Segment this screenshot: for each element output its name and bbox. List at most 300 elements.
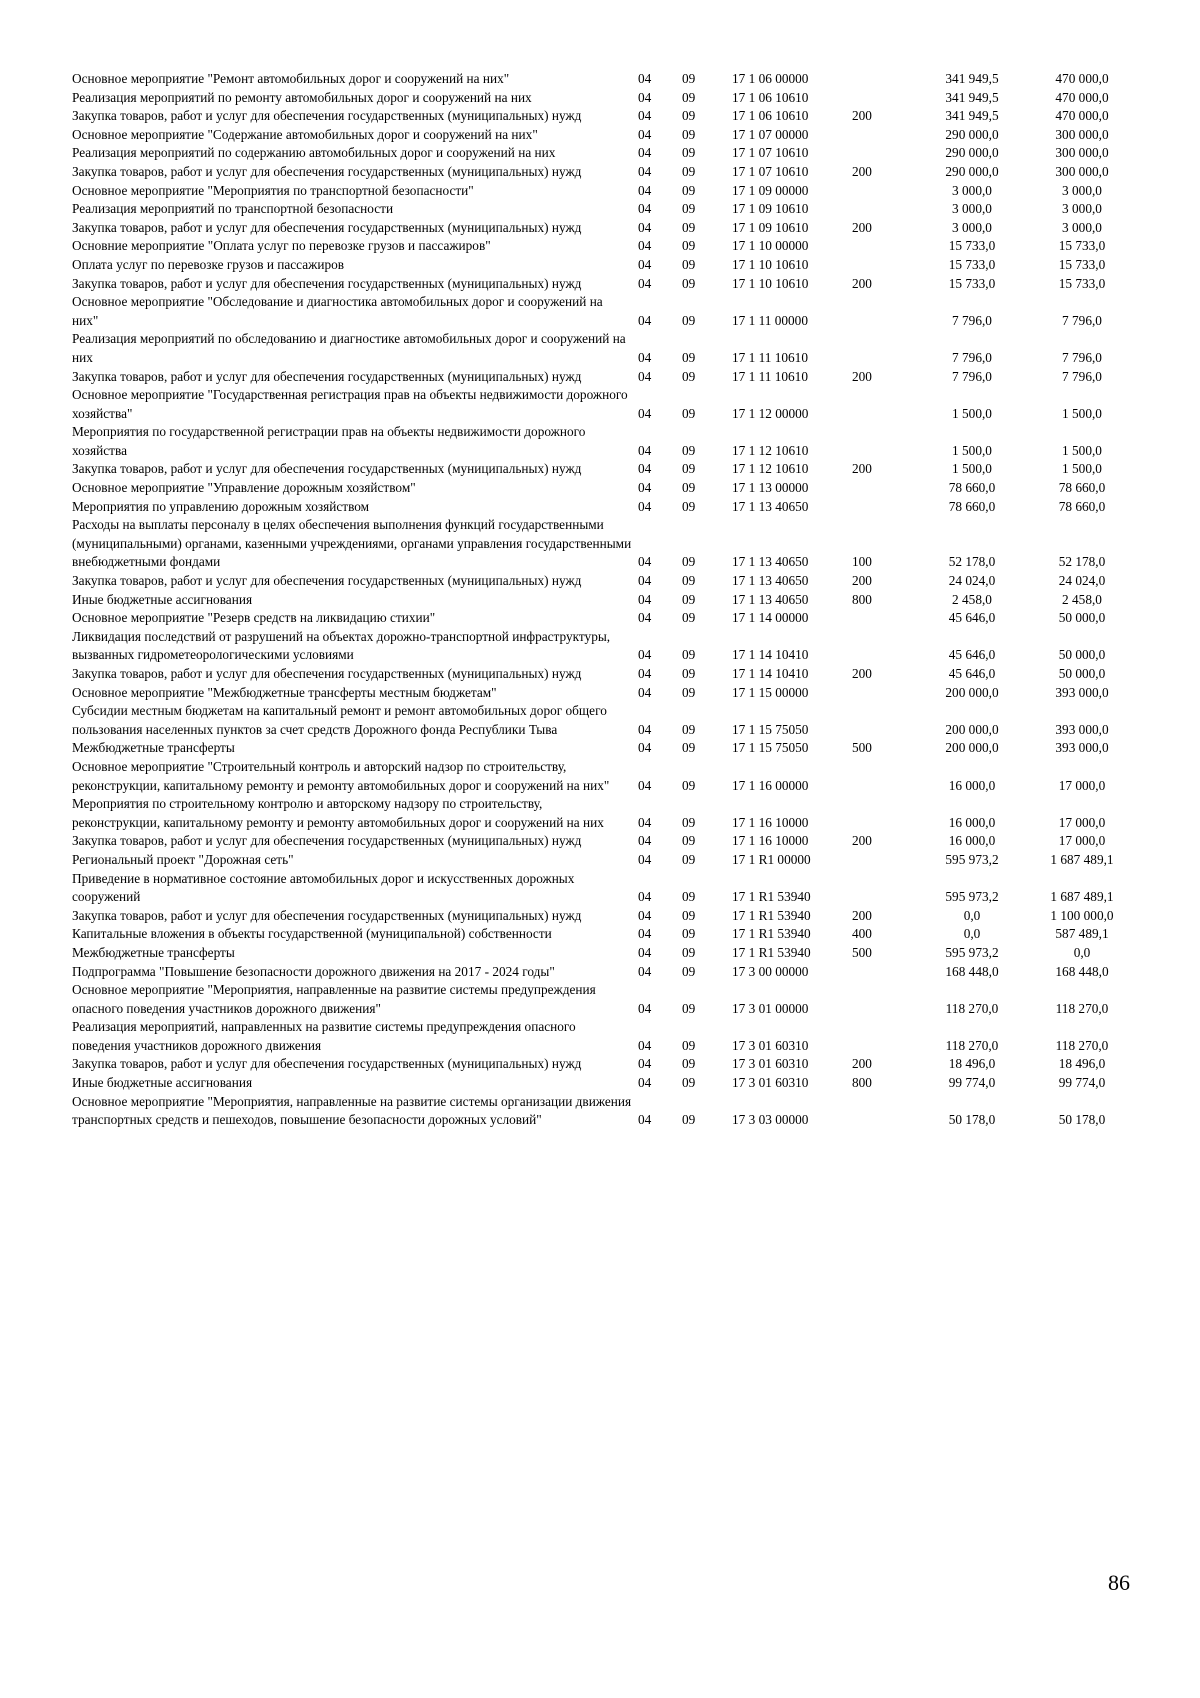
section-code: 04 <box>638 851 652 867</box>
row-name: Закупка товаров, работ и услуг для обеспечения государственных (муниципальных) нужд <box>72 275 582 291</box>
subsection-code: 09 <box>682 89 696 105</box>
amount-year-1: 595 973,2 <box>945 851 999 867</box>
target-article-code: 17 1 13 40650 <box>732 573 809 589</box>
amount-year-2: 118 270,0 <box>1055 1000 1109 1016</box>
table-row <box>72 925 1132 944</box>
subsection-code: 09 <box>682 108 696 124</box>
expense-type-code <box>852 870 912 907</box>
subsection-code: 09 <box>682 1000 696 1016</box>
target-article-code: 17 1 14 10410 <box>732 666 809 681</box>
section-code: 04 <box>638 498 652 514</box>
section-code: 04 <box>638 163 652 179</box>
target-article-code: 17 1 13 00000 <box>732 480 809 496</box>
section-code: 04 <box>638 907 652 923</box>
amount-year-2: 3 000,0 <box>1062 201 1102 217</box>
target-article-code: 17 1 09 10610 <box>732 219 809 235</box>
target-article-code: 17 1 15 75050 <box>732 721 809 737</box>
table-row <box>72 126 1132 145</box>
amount-year-1: 1 500,0 <box>952 405 992 421</box>
section-code: 04 <box>638 145 652 161</box>
amount-year-1: 52 178,0 <box>948 554 996 570</box>
amount-year-2: 118 270,0 <box>1055 1037 1109 1053</box>
amount-year-2: 300 000,0 <box>1055 163 1109 179</box>
amount-year-2: 393 000,0 <box>1055 684 1109 700</box>
amount-year-2: 3 000,0 <box>1062 219 1102 235</box>
table-row <box>72 981 1132 1018</box>
amount-year-2: 393 000,0 <box>1055 721 1109 737</box>
section-code: 04 <box>638 219 652 235</box>
section-code: 04 <box>638 740 652 756</box>
section-code: 04 <box>638 461 652 477</box>
row-name: Закупка товаров, работ и услуг для обеспечения государственных (муниципальных) нужд <box>72 461 582 477</box>
expense-type-code <box>852 479 912 498</box>
expense-type-code <box>852 609 912 628</box>
table-row <box>72 368 1132 387</box>
amount-year-2: 78 660,0 <box>1058 498 1106 514</box>
expense-type-code: 200 <box>852 907 872 923</box>
table-row <box>72 963 1132 982</box>
expense-type-code <box>852 981 912 1018</box>
target-article-code: 17 1 R1 53940 <box>732 889 811 905</box>
section-code: 04 <box>638 312 652 328</box>
amount-year-2: 470 000,0 <box>1055 71 1109 86</box>
table-row <box>72 1074 1132 1093</box>
amount-year-2: 300 000,0 <box>1055 126 1109 142</box>
subsection-code: 09 <box>682 814 696 830</box>
row-name: Закупка товаров, работ и услуг для обеспечения государственных (муниципальных) нужд <box>72 666 582 681</box>
table-row <box>72 739 1132 758</box>
expense-type-code: 200 <box>852 1056 872 1072</box>
amount-year-1: 118 270,0 <box>945 1000 999 1016</box>
section-code: 04 <box>638 126 652 142</box>
amount-year-2: 15 733,0 <box>1058 275 1106 291</box>
target-article-code: 17 1 11 10610 <box>732 349 808 365</box>
subsection-code: 09 <box>682 275 696 291</box>
subsection-code: 09 <box>682 926 696 942</box>
subsection-code: 09 <box>682 182 696 198</box>
expense-type-code <box>852 200 912 219</box>
amount-year-1: 341 949,5 <box>945 71 999 86</box>
row-name: Капитальные вложения в объекты государственной (муниципальной) собственности <box>72 926 552 942</box>
amount-year-2: 52 178,0 <box>1058 554 1106 570</box>
subsection-code: 09 <box>682 163 696 179</box>
amount-year-1: 18 496,0 <box>948 1056 996 1072</box>
target-article-code: 17 1 09 10610 <box>732 201 809 217</box>
table-row <box>72 163 1132 182</box>
amount-year-1: 78 660,0 <box>948 498 996 514</box>
amount-year-1: 1 500,0 <box>952 442 992 458</box>
table-row <box>72 70 1132 89</box>
table-row <box>72 665 1132 684</box>
expense-type-code: 200 <box>852 461 872 477</box>
table-row <box>72 572 1132 591</box>
subsection-code: 09 <box>682 666 696 681</box>
amount-year-2: 1 500,0 <box>1062 461 1102 477</box>
row-name: Закупка товаров, работ и услуг для обеспечения государственных (муниципальных) нужд <box>72 219 582 235</box>
target-article-code: 17 1 06 10610 <box>732 108 809 124</box>
expense-type-code <box>852 1093 912 1130</box>
row-name: Закупка товаров, работ и услуг для обеспечения государственных (муниципальных) нужд <box>72 163 582 179</box>
subsection-code: 09 <box>682 461 696 477</box>
table-row <box>72 144 1132 163</box>
expense-type-code <box>852 963 912 982</box>
row-name: Мероприятия по строительному контролю и авторскому надзору по строительству, реконструкции, капитальному ремонту и ремонту автомобильных дорог и сооружений на них <box>72 796 604 830</box>
section-code: 04 <box>638 349 652 365</box>
target-article-code: 17 1 16 00000 <box>732 777 809 793</box>
row-name: Субсидии местным бюджетам на капитальный ремонт и ремонт автомобильных дорог общего пользования населенных пунктов за счет средств Дорожного фонда Республики Тыва <box>72 703 607 737</box>
row-name: Основное мероприятие "Мероприятия, направленные на развитие системы предупреждения опасного поведения участников дорожного движения" <box>72 982 596 1016</box>
expense-type-code <box>852 126 912 145</box>
amount-year-2: 587 489,1 <box>1055 926 1109 942</box>
subsection-code: 09 <box>682 740 696 756</box>
section-code: 04 <box>638 610 652 626</box>
table-row <box>72 907 1132 926</box>
target-article-code: 17 3 01 60310 <box>732 1075 809 1091</box>
expense-type-code: 200 <box>852 108 872 124</box>
target-article-code: 17 3 01 00000 <box>732 1000 809 1016</box>
table-row <box>72 832 1132 851</box>
amount-year-2: 17 000,0 <box>1058 814 1106 830</box>
row-name: Оплата услуг по перевозке грузов и пассажиров <box>72 256 345 272</box>
table-row <box>72 795 1132 832</box>
target-article-code: 17 1 12 00000 <box>732 405 809 421</box>
expense-type-code <box>852 256 912 275</box>
row-name: Реализация мероприятий по содержанию автомобильных дорог и сооружений на них <box>72 145 556 161</box>
section-code: 04 <box>638 684 652 700</box>
target-article-code: 17 1 14 00000 <box>732 610 809 626</box>
expense-type-code: 500 <box>852 944 872 960</box>
expense-type-code <box>852 144 912 163</box>
amount-year-2: 78 660,0 <box>1058 480 1106 496</box>
row-name: Межбюджетные трансферты <box>72 740 235 756</box>
amount-year-1: 45 646,0 <box>948 647 996 663</box>
expense-type-code <box>852 293 912 330</box>
row-name: Основное мероприятие "Резерв средств на ликвидацию стихии" <box>72 610 436 626</box>
table-row <box>72 107 1132 126</box>
section-code: 04 <box>638 833 652 849</box>
table-row <box>72 516 1132 572</box>
expense-type-code <box>852 70 912 89</box>
row-name: Расходы на выплаты персоналу в целях обеспечения выполнения функций государственными (муниципальными) органами, казенными учреждениями, органами управления государственными внебюджетными фондами <box>72 517 632 570</box>
target-article-code: 17 1 06 10610 <box>732 89 809 105</box>
expense-type-code: 200 <box>852 275 872 291</box>
target-article-code: 17 1 R1 53940 <box>732 907 811 923</box>
expense-type-code <box>852 423 912 460</box>
subsection-code: 09 <box>682 201 696 217</box>
amount-year-2: 17 000,0 <box>1058 777 1106 793</box>
expense-type-code: 400 <box>852 926 872 942</box>
table-row <box>72 591 1132 610</box>
table-row <box>72 479 1132 498</box>
table-row <box>72 1018 1132 1055</box>
amount-year-1: 0,0 <box>963 907 981 923</box>
page-number: 86 <box>1108 1570 1130 1595</box>
section-code: 04 <box>638 201 652 217</box>
subsection-code: 09 <box>682 944 696 960</box>
expense-type-code: 200 <box>852 219 872 235</box>
subsection-code: 09 <box>682 1112 696 1128</box>
expense-type-code: 200 <box>852 573 872 589</box>
table-row <box>72 275 1132 294</box>
expense-type-code: 200 <box>852 368 872 384</box>
amount-year-2: 1 687 489,1 <box>1050 889 1114 905</box>
section-code: 04 <box>638 1056 652 1072</box>
target-article-code: 17 3 00 00000 <box>732 963 809 979</box>
table-row <box>72 1055 1132 1074</box>
subsection-code: 09 <box>682 833 696 849</box>
row-name: Закупка товаров, работ и услуг для обеспечения государственных (муниципальных) нужд <box>72 573 582 589</box>
row-name: Закупка товаров, работ и услуг для обеспечения государственных (муниципальных) нужд <box>72 368 582 384</box>
subsection-code: 09 <box>682 684 696 700</box>
amount-year-1: 3 000,0 <box>952 201 992 217</box>
amount-year-2: 15 733,0 <box>1058 238 1106 254</box>
table-row <box>72 200 1132 219</box>
row-name: Региональный проект "Дорожная сеть" <box>72 851 294 867</box>
table-row <box>72 1093 1132 1130</box>
amount-year-2: 393 000,0 <box>1055 740 1109 756</box>
row-name: Мероприятия по управлению дорожным хозяйством <box>72 498 370 514</box>
expense-type-code <box>852 628 912 665</box>
expense-type-code <box>852 1018 912 1055</box>
target-article-code: 17 1 13 40650 <box>732 554 809 570</box>
target-article-code: 17 1 07 00000 <box>732 126 809 142</box>
subsection-code: 09 <box>682 610 696 626</box>
table-body <box>72 70 1132 1130</box>
target-article-code: 17 1 16 10000 <box>732 833 809 849</box>
row-name: Закупка товаров, работ и услуг для обеспечения государственных (муниципальных) нужд <box>72 833 582 849</box>
table-row <box>72 870 1132 907</box>
section-code: 04 <box>638 275 652 291</box>
subsection-code: 09 <box>682 442 696 458</box>
section-code: 04 <box>638 1075 652 1091</box>
section-code: 04 <box>638 666 652 681</box>
section-code: 04 <box>638 944 652 960</box>
row-name: Основное мероприятие "Государственная регистрация прав на объекты недвижимости дорожного хозяйства" <box>72 387 628 421</box>
amount-year-1: 15 733,0 <box>948 275 996 291</box>
table-row <box>72 684 1132 703</box>
row-name: Иные бюджетные ассигнования <box>72 591 253 607</box>
row-name: Реализация мероприятий по обследованию и диагностике автомобильных дорог и сооружений на них <box>72 331 626 365</box>
row-name: Межбюджетные трансферты <box>72 944 235 960</box>
subsection-code: 09 <box>682 889 696 905</box>
section-code: 04 <box>638 405 652 421</box>
subsection-code: 09 <box>682 238 696 254</box>
amount-year-1: 290 000,0 <box>945 126 999 142</box>
expense-type-code: 100 <box>852 554 872 570</box>
section-code: 04 <box>638 721 652 737</box>
expense-type-code <box>852 498 912 517</box>
amount-year-2: 18 496,0 <box>1058 1056 1106 1072</box>
amount-year-2: 50 000,0 <box>1058 610 1106 626</box>
row-name: Закупка товаров, работ и услуг для обеспечения государственных (муниципальных) нужд <box>72 1056 582 1072</box>
target-article-code: 17 1 12 10610 <box>732 461 809 477</box>
section-code: 04 <box>638 480 652 496</box>
table-row <box>72 386 1132 423</box>
row-name: Основное мероприятие "Мероприятия по транспортной безопасности" <box>72 182 474 198</box>
amount-year-1: 2 458,0 <box>952 591 992 607</box>
amount-year-2: 24 024,0 <box>1058 573 1106 589</box>
amount-year-2: 2 458,0 <box>1062 591 1102 607</box>
table-row <box>72 609 1132 628</box>
section-code: 04 <box>638 963 652 979</box>
row-name: Основное мероприятие "Обследование и диагностика автомобильных дорог и сооружений на них" <box>72 294 603 328</box>
target-article-code: 17 1 07 10610 <box>732 145 809 161</box>
amount-year-1: 16 000,0 <box>948 814 996 830</box>
amount-year-1: 7 796,0 <box>952 312 992 328</box>
table-row <box>72 702 1132 739</box>
row-name: Иные бюджетные ассигнования <box>72 1075 253 1091</box>
row-name: Основние мероприятие "Оплата услуг по перевозке грузов и пассажиров" <box>72 238 491 254</box>
expense-type-code <box>852 684 912 703</box>
amount-year-2: 1 500,0 <box>1062 442 1102 458</box>
expense-type-code: 800 <box>852 591 872 607</box>
amount-year-2: 470 000,0 <box>1055 108 1109 124</box>
section-code: 04 <box>638 1037 652 1053</box>
amount-year-1: 50 178,0 <box>948 1112 996 1128</box>
subsection-code: 09 <box>682 647 696 663</box>
table-row <box>72 423 1132 460</box>
subsection-code: 09 <box>682 145 696 161</box>
row-name: Мероприятия по государственной регистрации прав на объекты недвижимости дорожного хозяйства <box>72 424 586 458</box>
section-code: 04 <box>638 1112 652 1128</box>
expense-type-code <box>852 851 912 870</box>
amount-year-2: 99 774,0 <box>1058 1075 1106 1091</box>
target-article-code: 17 1 R1 53940 <box>732 926 811 942</box>
table-row <box>72 256 1132 275</box>
target-article-code: 17 1 14 10410 <box>732 647 809 663</box>
row-name: Основное мероприятие "Ремонт автомобильных дорог и сооружений на них" <box>72 71 510 86</box>
amount-year-1: 0,0 <box>963 926 981 942</box>
target-article-code: 17 1 10 00000 <box>732 238 809 254</box>
amount-year-2: 15 733,0 <box>1058 256 1106 272</box>
amount-year-2: 168 448,0 <box>1055 963 1109 979</box>
subsection-code: 09 <box>682 777 696 793</box>
section-code: 04 <box>638 573 652 589</box>
target-article-code: 17 1 09 00000 <box>732 182 809 198</box>
subsection-code: 09 <box>682 907 696 923</box>
section-code: 04 <box>638 108 652 124</box>
subsection-code: 09 <box>682 721 696 737</box>
amount-year-1: 200 000,0 <box>945 721 999 737</box>
amount-year-1: 595 973,2 <box>945 944 999 960</box>
row-name: Закупка товаров, работ и услуг для обеспечения государственных (муниципальных) нужд <box>72 907 582 923</box>
row-name: Основное мероприятие "Межбюджетные трансферты местным бюджетам" <box>72 684 497 700</box>
section-code: 04 <box>638 647 652 663</box>
target-article-code: 17 3 01 60310 <box>732 1056 809 1072</box>
row-name: Приведение в нормативное состояние автомобильных дорог и искусственных дорожных сооружений <box>72 870 575 905</box>
amount-year-1: 78 660,0 <box>948 480 996 496</box>
section-code: 04 <box>638 554 652 570</box>
section-code: 04 <box>638 238 652 254</box>
row-name: Реализация мероприятий по транспортной безопасности <box>72 201 394 217</box>
amount-year-2: 7 796,0 <box>1062 349 1102 365</box>
amount-year-1: 341 949,5 <box>945 108 999 124</box>
target-article-code: 17 3 03 00000 <box>732 1112 809 1128</box>
amount-year-2: 50 000,0 <box>1058 666 1106 681</box>
row-name: Основное мероприятие "Мероприятия, направленные на развитие системы организации движения транспортных средств и пешеходов, повышение безопасности дорожных условий" <box>72 1093 632 1128</box>
subsection-code: 09 <box>682 573 696 589</box>
table-row <box>72 851 1132 870</box>
expense-type-code: 200 <box>852 666 872 681</box>
expense-type-code <box>852 237 912 256</box>
subsection-code: 09 <box>682 498 696 514</box>
amount-year-1: 1 500,0 <box>952 461 992 477</box>
target-article-code: 17 1 10 10610 <box>732 256 809 272</box>
amount-year-1: 3 000,0 <box>952 182 992 198</box>
expense-type-code: 800 <box>852 1075 872 1091</box>
subsection-code: 09 <box>682 591 696 607</box>
amount-year-1: 168 448,0 <box>945 963 999 979</box>
subsection-code: 09 <box>682 71 696 86</box>
table-row <box>72 182 1132 201</box>
amount-year-2: 7 796,0 <box>1062 368 1102 384</box>
target-article-code: 17 1 R1 00000 <box>732 851 811 867</box>
budget-table <box>72 70 1132 1130</box>
table-row <box>72 330 1132 367</box>
target-article-code: 17 1 11 00000 <box>732 312 808 328</box>
target-article-code: 17 1 06 00000 <box>732 71 809 86</box>
target-article-code: 17 3 01 60310 <box>732 1037 809 1053</box>
subsection-code: 09 <box>682 963 696 979</box>
expense-type-code <box>852 330 912 367</box>
row-name: Основное мероприятие "Управление дорожным хозяйством" <box>72 480 416 496</box>
expense-type-code <box>852 182 912 201</box>
subsection-code: 09 <box>682 554 696 570</box>
row-name: Подпрограмма "Повышение безопасности дорожного движения на 2017 - 2024 годы" <box>72 963 555 979</box>
amount-year-2: 0,0 <box>1073 944 1091 960</box>
section-code: 04 <box>638 777 652 793</box>
target-article-code: 17 1 13 40650 <box>732 498 809 514</box>
amount-year-1: 290 000,0 <box>945 163 999 179</box>
amount-year-1: 3 000,0 <box>952 219 992 235</box>
subsection-code: 09 <box>682 1075 696 1091</box>
target-article-code: 17 1 10 10610 <box>732 275 809 291</box>
expense-type-code <box>852 702 912 739</box>
target-article-code: 17 1 13 40650 <box>732 591 809 607</box>
amount-year-1: 45 646,0 <box>948 610 996 626</box>
amount-year-2: 17 000,0 <box>1058 833 1106 849</box>
section-code: 04 <box>638 71 652 86</box>
table-row <box>72 89 1132 108</box>
amount-year-1: 595 973,2 <box>945 889 999 905</box>
amount-year-2: 1 687 489,1 <box>1050 851 1114 867</box>
table-row <box>72 944 1132 963</box>
section-code: 04 <box>638 368 652 384</box>
subsection-code: 09 <box>682 256 696 272</box>
row-name: Реализация мероприятий, направленных на развитие системы предупреждения опасного поведения участников дорожного движения <box>72 1019 576 1053</box>
row-name: Ликвидация последствий от разрушений на объектах дорожно-транспортной инфраструктуры, вызванных гидрометеорологическими условиями <box>72 628 611 663</box>
subsection-code: 09 <box>682 312 696 328</box>
amount-year-2: 1 500,0 <box>1062 405 1102 421</box>
target-article-code: 17 1 11 10610 <box>732 368 808 384</box>
amount-year-2: 300 000,0 <box>1055 145 1109 161</box>
target-article-code: 17 1 R1 53940 <box>732 944 811 960</box>
expense-type-code <box>852 89 912 108</box>
subsection-code: 09 <box>682 1037 696 1053</box>
row-name: Реализация мероприятий по ремонту автомобильных дорог и сооружений на них <box>72 89 532 105</box>
expense-type-code: 200 <box>852 833 872 849</box>
subsection-code: 09 <box>682 219 696 235</box>
row-name: Закупка товаров, работ и услуг для обеспечения государственных (муниципальных) нужд <box>72 108 582 124</box>
amount-year-1: 24 024,0 <box>948 573 996 589</box>
expense-type-code <box>852 795 912 832</box>
table-row <box>72 628 1132 665</box>
target-article-code: 17 1 12 10610 <box>732 442 809 458</box>
section-code: 04 <box>638 814 652 830</box>
expense-type-code <box>852 386 912 423</box>
amount-year-1: 200 000,0 <box>945 740 999 756</box>
amount-year-1: 15 733,0 <box>948 256 996 272</box>
